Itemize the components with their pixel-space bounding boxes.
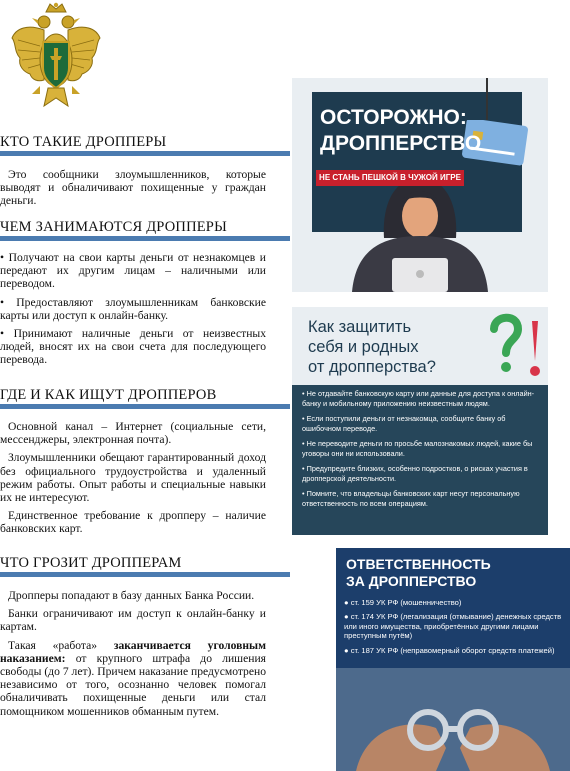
poster1-title-line2: ДРОППЕРСТВО	[320, 132, 482, 155]
section-text-threat: Дропперы попадают в базу данных Банка России. Банки ограничивают им доступ к онлайн-банку и картам. Такая «работа» заканчивается уголовным наказанием: от крупного штрафа до лишения свободы (до 7 лет). Причем наказание предусмотрено независимо от того, осознанно человек помогал обналичивать похищенные деньги или стал помощником мошенников обманным путем.	[0, 589, 266, 718]
poster1-title-line1: ОСТОРОЖНО:	[320, 106, 467, 129]
emblem-icon	[10, 2, 102, 120]
poster3-list	[344, 598, 568, 660]
poster2-item: • Предупредите близких, особенно подростков, о рисках участия в дропперской деятельности.	[302, 464, 528, 483]
poster3-title: ОТВЕТСТВЕННОСТЬ ЗА ДРОППЕРСТВО	[346, 556, 491, 589]
poster3-item: ● ст. 187 УК РФ (неправомерный оборот средств платежей)	[344, 645, 555, 655]
section-text-where: Основной канал – Интернет (социальные сети, мессенджеры, электронная почта). Злоумышленники обещают гарантированный доход без официального трудоустройства и удаленный режим работы. Опыт работы и специальные навыки их не интересуют. Единственное требование к дропперу – наличие банковских карт.	[0, 420, 266, 536]
section-heading-who: КТО ТАКИЕ ДРОППЕРЫ	[0, 134, 290, 150]
section-heading-what: ЧЕМ ЗАНИМАЮТСЯ ДРОППЕРЫ	[0, 219, 290, 235]
question-mark-icon	[488, 311, 548, 391]
poster2-item: • Не отдавайте банковскую карту или данные для доступа к онлайн-банку и мобильному приложению неизвестным людям.	[302, 389, 535, 408]
poster3-item: ● ст. 159 УК РФ (мошенничество)	[344, 598, 462, 607]
poster-responsibility	[336, 548, 570, 771]
section-text-who: Это сообщники злоумышленников, которые выводят и обналичивают похищенные у граждан деньги.	[0, 168, 266, 208]
poster3-item: ● ст. 174 УК РФ (легализация (отмывание) денежных средств или иного имущества, приобретённых другими лицами преступным путём)	[344, 612, 562, 641]
poster2-item: • Помните, что владельцы банковских карт несут персональную ответственность по всем операциям.	[302, 489, 520, 508]
poster2-list	[302, 389, 542, 514]
poster2-item: • Не переводите деньги по просьбе малознакомых людей, какие бы уговоры они ни использовали.	[302, 439, 533, 458]
poster-protect	[292, 307, 548, 535]
poster2-item: • Если поступили деньги от незнакомца, сообщите банку об ошибочном переводе.	[302, 414, 506, 433]
poster-caution	[292, 78, 548, 292]
section-heading-threat: ЧТО ГРОЗИТ ДРОППЕРАМ	[0, 555, 290, 571]
poster1-banner: НЕ СТАНЬ ПЕШКОЙ В ЧУЖОЙ ИГРЕ	[316, 170, 464, 186]
poster2-title: Как защитить себя и родных от дропперства?	[308, 318, 436, 376]
section-text-what: • Получают на свои карты деньги от незнакомцев и передают их другим лицам – наличными или переводом. • Предоставляют злоумышленникам банковские карты или доступ к онлайн-банку. • Принимают наличные деньги от неизвестных людей, вносят их на свои счета для последующего перевода.	[0, 251, 266, 367]
section-heading-where: ГДЕ И КАК ИЩУТ ДРОППЕРОВ	[0, 387, 290, 403]
handcuffs-icon	[336, 668, 570, 771]
